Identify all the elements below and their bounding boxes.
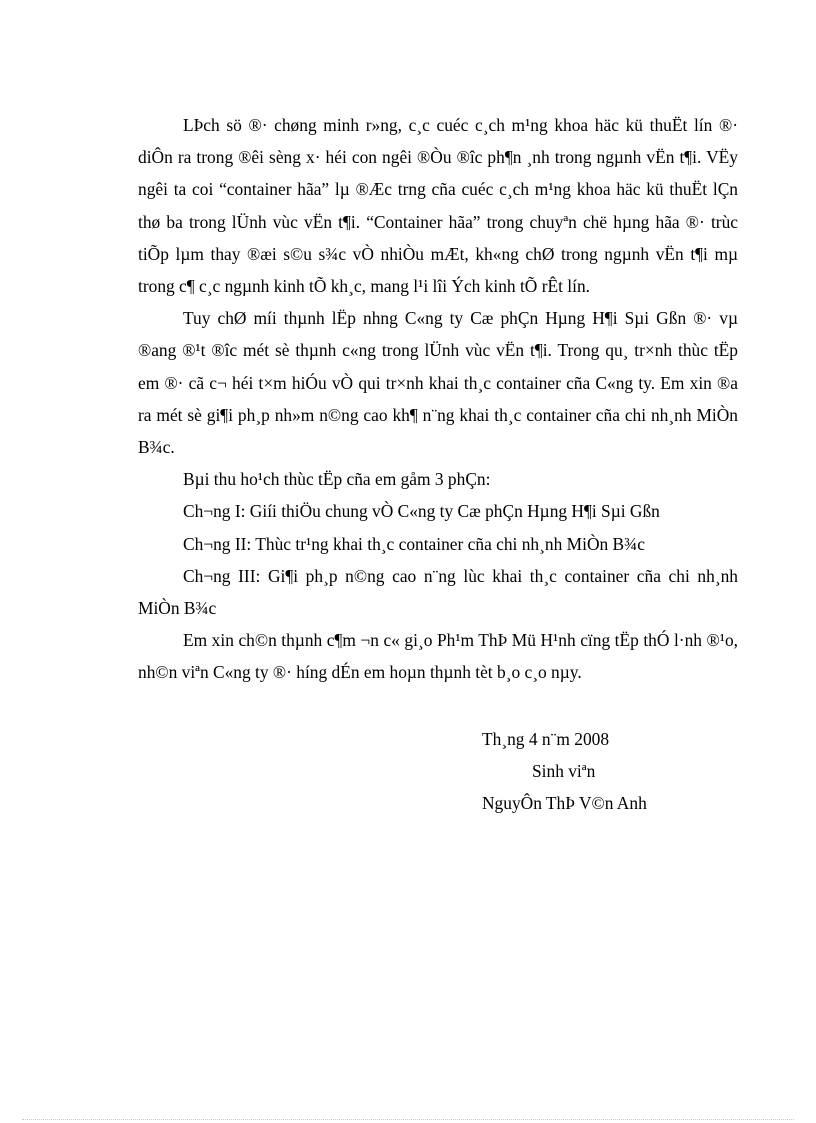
page-bottom-rule: [22, 1119, 794, 1120]
chapter-3: Ch¬ng III: Gi¶i ph¸p n©ng cao n¨ng lùc khai th¸c container cña chi nh¸nh MiÒn B¾c: [138, 565, 738, 619]
signature-date: Th¸ng 4 n¨m 2008: [482, 729, 610, 749]
body-text: [138, 109, 738, 689]
signature-name: NguyÔn ThÞ V©n Anh: [482, 793, 647, 814]
paragraph-intro: LÞch sö ®· chøng minh r»ng, c¸c cuéc c¸ch m¹ng khoa häc kü thuËt lín ®· diÔn ra trong ®êi sèng x· héi con ngêi ®Òu ®îc ph¶n ¸nh trong ngµnh vËn t¶i. VËy ngêi ta coi “container hãa” lµ ®Æc trng cña cuéc c¸ch m¹ng khoa häc kü thuËt lÇn thø ba trong lÜnh vùc vËn t¶i. “Container hãa” trong chuyªn chë hµng hãa ®· trùc tiÕp lµm thay ®æi s©u s¾c vÒ nhiÒu mÆt, kh«ng chØ trong ngµnh vËn t¶i mµ trong c¶ c¸c ngµnh kinh tÕ kh¸c, mang l¹i lîi Ých kinh tÕ rÊt lín.: [138, 115, 738, 297]
paragraph-outline: Bµi thu ho¹ch thùc tËp cña em gåm 3 phÇn:: [183, 469, 491, 490]
chapter-1: Ch¬ng I: Giíi thiÖu chung vÒ C«ng ty Cæ phÇn Hµng H¶i Sµi Gßn: [183, 501, 660, 522]
signature-block: [440, 723, 740, 820]
paragraph-company: Tuy chØ míi thµnh lËp nhng C«ng ty Cæ phÇn Hµng H¶i Sµi Gßn ®· vµ ®ang ®¹t ®îc mét sè thµnh c«ng trong lÜnh vùc vËn t¶i. Trong qu¸ tr×nh thùc tËp em ®· cã c¬ héi t×m hiÓu vÒ qui tr×nh khai th¸c container cña C«ng ty. Em xin ®a ra mét sè gi¶i ph¸p nh»m n©ng cao kh¶ n¨ng khai th¸c container cña chi nh¸nh MiÒn B¾c.: [138, 308, 738, 458]
signature-role: Sinh viªn: [532, 761, 596, 782]
chapter-2: Ch¬ng II: Thùc tr¹ng khai th¸c container cña chi nh¸nh MiÒn B¾c: [183, 533, 645, 554]
paragraph-thanks: Em xin ch©n thµnh c¶m ¬n c« gi¸o Ph¹m ThÞ Mü H¹nh cïng tËp thÓ l·nh ®¹o, nh©n viªn C«ng ty ®· híng dÉn em hoµn thµnh tèt b¸o c¸o nµy.: [138, 630, 738, 683]
